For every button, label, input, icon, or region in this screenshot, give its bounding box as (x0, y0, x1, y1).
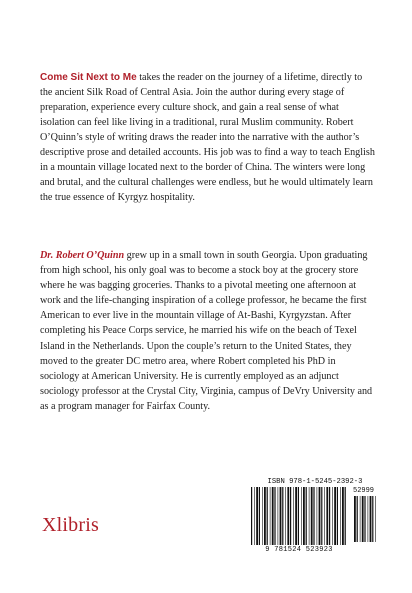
author-bio (40, 248, 375, 414)
price-code: 52999 (353, 487, 375, 495)
author-name: Dr. Robert O’Quinn (40, 250, 125, 261)
ean-digits: 9 781524 523923 (265, 546, 333, 554)
price-barcode-bars (352, 496, 378, 542)
barcode-bars (249, 487, 349, 545)
author-bio-text: grew up in a small town in south Georgia. Upon graduating from high school, his only goal was to become a stock boy at the grocery store where he was bagging groceries. Thanks to a pivotal meeting one afternoon at work and the life-changing inspiration of a college professor, he became the first American to ever live in the mountain village of At-Bashi, Kyrgyzstan. After completing his Peace Corps service, he married his wife on the beach of Texel Island in the Netherlands. Upon the couple’s return to the United States, they moved to the greater DC metro area, where Robert completed his PhD in sociology at American University. He is currently employed as an adjunct sociology professor at the Crystal City, Virginia, campus of DeVry University and as a program manager for Fairfax County. (40, 250, 373, 412)
isbn-number: ISBN 978-1-5245-2392-3 (267, 478, 363, 486)
book-description-text: takes the reader on the journey of a lifetime, directly to the ancient Silk Road of Central Asia. Join the author during every stage of preparation, experience every culture shock, and gain a real sense of what isolation can feel like living in a traditional, rural Muslim community. Robert O’Quinn’s style of writing draws the reader into the narrative with the author’s descriptive prose and detailed accounts. His job was to find a way to teach English in a mountain village located next to the border of China. The winters were long and brutal, and the cultural challenges were endless, but he would ultimately learn the true essence of Kyrgyz hospitality. (40, 72, 375, 203)
book-description (40, 70, 375, 205)
book-title: Come Sit Next to Me (40, 72, 137, 83)
isbn-barcode (249, 478, 381, 556)
publisher-logo: Xlibris (42, 514, 99, 536)
